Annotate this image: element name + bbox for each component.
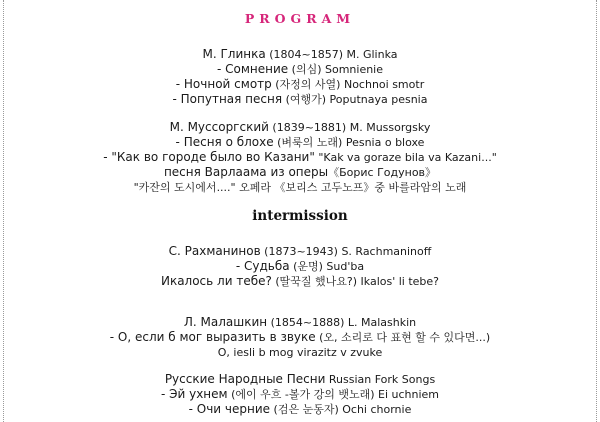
piece-line: Икалось ли тебе? (딸꾹질 했나요?) Ikalos' li tebe? xyxy=(160,274,440,288)
composer-line: Русские Народные Песни Russian Fork Songs xyxy=(164,372,436,386)
piece-line: - Очи черние (검은 눈동자) Ochi chornie xyxy=(188,402,412,416)
composer-line: М. Глинка (1804~1857) M. Glinka xyxy=(202,47,398,61)
piece-line: - Ночной смотр (자정의 사열) Nochnoi smotr xyxy=(175,77,425,91)
program-title: PROGRAM xyxy=(244,11,356,26)
piece-line: - О, если б мог выразить в звуке (오, 소리로 다 표현 할 수 있다면...) xyxy=(109,330,491,344)
composer-line: Л. Малашкин (1854~1888) L. Malashkin xyxy=(183,315,417,329)
piece-line: - Песня о блохе (벼룩의 노래) Pesnia o bloxe xyxy=(175,135,425,149)
piece-line: "카잔의 도시에서...." 오페라 《보리스 고두노프》중 바를라암의 노래 xyxy=(133,181,467,194)
piece-line: - Судьба (운명) Sud'ba xyxy=(235,259,365,273)
piece-line: - Сомнение (의심) Somnienie xyxy=(216,62,384,76)
piece-line: - Попутная песня (여행가) Poputnaya pesnia xyxy=(172,92,428,106)
piece-line: песня Варлаама из оперы《Борис Годунов》 xyxy=(163,165,437,179)
intermission-heading: intermission xyxy=(252,208,348,224)
composer-line: М. Муссоргский (1839~1881) M. Mussorgsky xyxy=(169,120,431,134)
piece-line: - "Как во городе было во Казани" "Kak va goraze bila va Kazani..." xyxy=(103,150,497,164)
piece-line: O, iesli b mog virazitz v zvuke xyxy=(217,346,383,359)
piece-line: - Эй ухнем (에이 우흐 -볼가 강의 뱃노래) Ei uchniem xyxy=(160,387,440,401)
composer-line: С. Рахманинов (1873~1943) S. Rachmaninoff xyxy=(168,244,432,258)
